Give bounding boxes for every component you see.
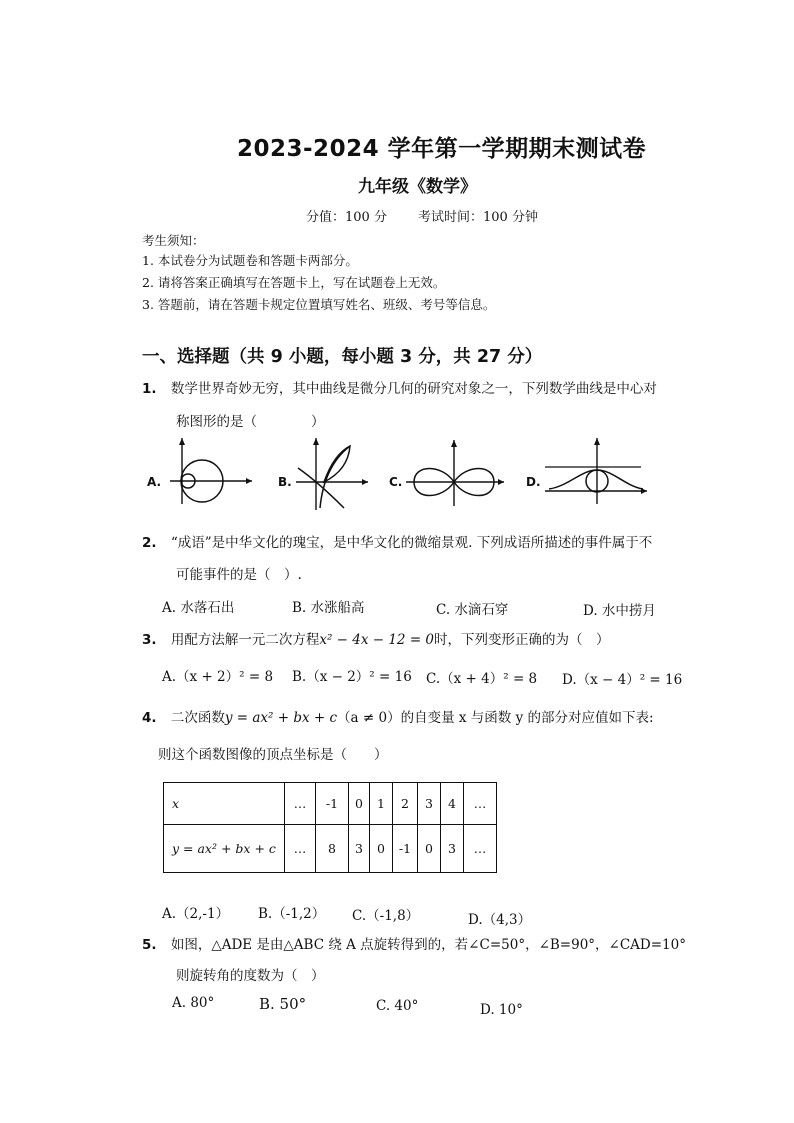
option-b[interactable]: B.（-1,2）: [258, 906, 326, 922]
note-item: 1. 本试卷分为试题卷和答题卡两部分。: [142, 253, 358, 268]
table-cell: -1: [316, 783, 349, 825]
option-a[interactable]: A. 水落石出: [162, 600, 235, 616]
note-item: 3. 答题前，请在答题卡规定位置填写姓名、班级、考号等信息。: [142, 297, 496, 312]
row-header: x: [164, 783, 285, 825]
option-d[interactable]: D. 水中捞月: [583, 603, 656, 619]
exam-subtitle: 九年级《数学》: [358, 177, 477, 197]
question-number: 5.: [142, 937, 157, 953]
table-cell: …: [464, 783, 497, 825]
table-cell: 4: [441, 783, 464, 825]
table-cell: 3: [441, 825, 464, 873]
figure-d-curve: [543, 436, 653, 506]
option-b[interactable]: B. 50°: [259, 995, 307, 1013]
question-number: 4.: [142, 710, 157, 726]
question-2: [142, 531, 652, 551]
option-c[interactable]: C. 40°: [376, 998, 419, 1014]
table-row: [164, 825, 497, 873]
table-cell: 8: [316, 825, 349, 873]
table-cell: 0: [349, 783, 370, 825]
option-b[interactable]: B. 水涨船高: [292, 600, 365, 616]
table-cell: …: [464, 825, 497, 873]
question-text: “成语”是中华文化的瑰宝，是中华文化的微缩景观. 下列成语所描述的事件属于不: [170, 535, 653, 551]
question-3: [142, 628, 610, 648]
question-4-line2: 则这个函数图像的顶点坐标是（ ）: [158, 747, 388, 763]
figure-label-a: A.: [147, 475, 162, 489]
option-d[interactable]: D. 10°: [480, 1002, 523, 1018]
option-a[interactable]: A.（2,-1）: [162, 906, 230, 922]
figure-label-b: B.: [278, 475, 292, 489]
table-row: [164, 783, 497, 825]
option-d[interactable]: D.（x − 4）² = 16: [562, 672, 683, 688]
question-4: [142, 706, 654, 726]
question-text: 二次函数: [170, 710, 225, 726]
question-number: 2.: [142, 535, 157, 551]
question-text: 如图，△ADE 是由△ABC 绕 A 点旋转得到的，若∠C=50°，∠B=90°，∠CAD=10°: [170, 937, 686, 953]
option-b[interactable]: B.（x − 2）² = 16: [292, 669, 412, 685]
option-c[interactable]: C.（x + 4）² = 8: [426, 671, 538, 687]
value-table: [163, 782, 497, 873]
figure-a-curve: [168, 436, 253, 506]
option-d[interactable]: D.（4,3）: [468, 912, 532, 928]
question-number: 1.: [142, 381, 157, 397]
option-a[interactable]: A. 80°: [172, 995, 215, 1011]
question-number: 3.: [142, 632, 157, 648]
score-info: 分值：100 分: [306, 210, 387, 225]
figure-label-c: C.: [389, 475, 403, 489]
note-item: 2. 请将答案正确填写在答题卡上，写在试题卷上无效。: [142, 275, 446, 290]
table-cell: -1: [393, 825, 418, 873]
figure-label-d: D.: [526, 475, 541, 489]
question-2-line2: 可能事件的是（ ）.: [176, 567, 302, 583]
exam-title: 2023-2024 学年第一学期期末测试卷: [237, 136, 647, 162]
section-title: 一、选择题（共 9 小题，每小题 3 分，共 27 分）: [142, 347, 543, 367]
table-cell: …: [285, 783, 316, 825]
table-cell: 0: [418, 825, 441, 873]
function-expression: y = ax² + bx + c: [224, 710, 338, 726]
row-header: y = ax² + bx + c: [164, 825, 285, 873]
table-cell: 3: [349, 825, 370, 873]
table-cell: 0: [370, 825, 393, 873]
figure-c-curve: [404, 436, 509, 508]
table-cell: 1: [370, 783, 393, 825]
question-text: 时，下列变形正确的为（ ）: [434, 632, 610, 648]
option-c[interactable]: C.（-1,8）: [352, 908, 420, 924]
notes-heading: 考生须知：: [142, 233, 205, 248]
question-text: 的自变量 x 与函数 y 的部分对应值如下表:: [400, 710, 654, 726]
option-a[interactable]: A.（x + 2）² = 8: [162, 669, 274, 685]
figure-b-curve: [294, 436, 374, 512]
option-c[interactable]: C. 水滴石穿: [436, 602, 509, 618]
question-1: [142, 377, 657, 397]
table-cell: 3: [418, 783, 441, 825]
table-cell: …: [285, 825, 316, 873]
question-text: 用配方法解一元二次方程: [170, 632, 320, 648]
time-info: 考试时间：100 分钟: [418, 210, 538, 225]
question-5: [142, 933, 686, 953]
function-condition: （a ≠ 0）: [337, 710, 401, 726]
question-1-line2: 称图形的是（ ）: [176, 414, 325, 430]
table-cell: 2: [393, 783, 418, 825]
question-text: 数学世界奇妙无穷，其中曲线是微分几何的研究对象之一，下列数学曲线是中心对: [170, 381, 657, 397]
question-5-line2: 则旋转角的度数为（ ）: [176, 968, 325, 984]
equation: x² − 4x − 12 = 0: [319, 632, 435, 648]
